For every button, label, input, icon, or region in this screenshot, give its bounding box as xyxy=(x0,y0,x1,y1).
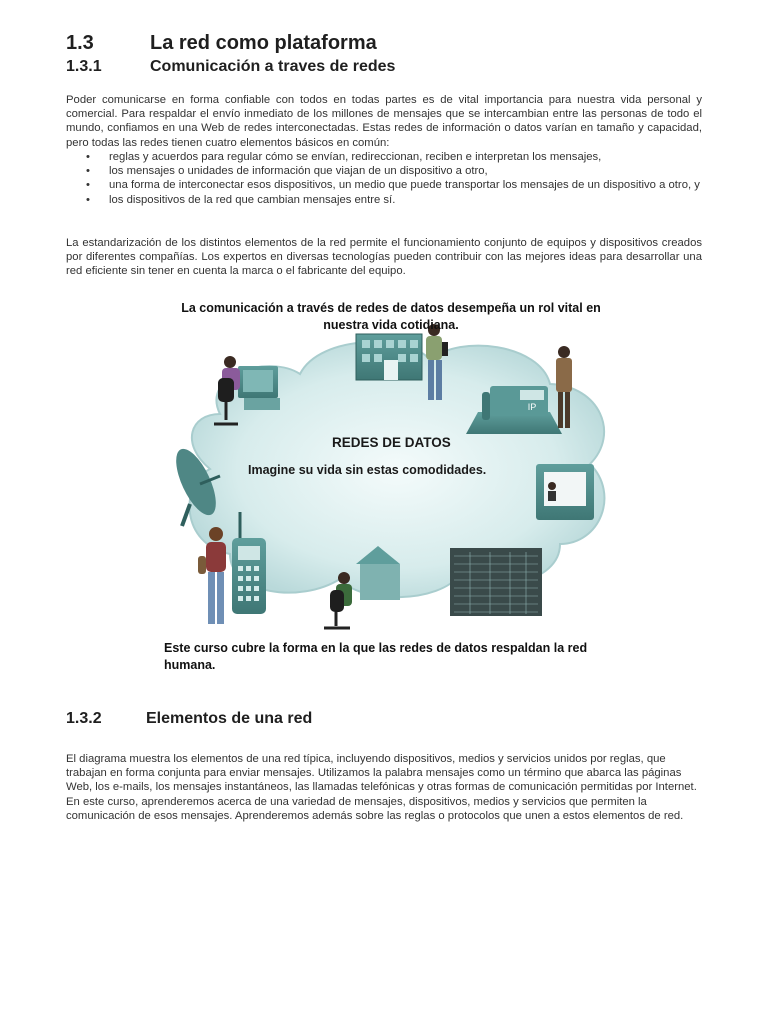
section-heading xyxy=(66,32,377,55)
video-monitor-icon xyxy=(536,464,594,520)
figure-caption: Este curso cubre la forma en la que las redes de datos respaldan la red humana. xyxy=(164,641,588,672)
data-screen-icon xyxy=(450,548,542,616)
network-figure xyxy=(160,294,620,680)
svg-text:IP: IP xyxy=(527,402,537,412)
list-item: • reglas y acuerdos para regular cómo se envían, redireccionan, reciben e interpretan los mensajes, xyxy=(66,150,702,164)
subsection-heading-1 xyxy=(66,58,395,76)
list-item: • una forma de interconectar esos dispositivos, un medio que puede transportar los mensajes de un dispositivo a otro, y xyxy=(66,178,702,192)
figure-title: La comunicación a través de redes de datos desempeña un rol vital en nuestra vida cotidiana. xyxy=(181,301,601,332)
list-item: • los mensajes o unidades de información que viajan de un dispositivo a otro, xyxy=(66,164,702,178)
subsection-heading-2 xyxy=(66,710,312,728)
network-illustration xyxy=(160,294,620,680)
figure-center-subtitle: Imagine su vida sin estas comodidades. xyxy=(248,463,487,477)
subsection-number-2: 1.3.2 xyxy=(66,710,102,727)
elements-paragraph: El diagrama muestra los elementos de una red típica, incluyendo dispositivos, medios y servicios unidos por reglas, que trabajan en forma conjunta para enviar mensajes. Utilizamos la palabra mensajes como un término que abarca las páginas Web, los e-mails, los mensajes instantáneos, las llamadas telefónicas y otras formas de comunicación permitidas por Internet. En este curso, aprenderemos acerca de una variedad de mensajes, dispositivos, medios y servicios que permiten la comunicación de esos mensajes. Aprenderemos además sobre las reglas o protocolos que unen a estos elementos de red. xyxy=(66,753,697,822)
subsection-number-1: 1.3.1 xyxy=(66,58,102,75)
subsection-title-2: Elementos de una red xyxy=(146,710,313,727)
section-title: La red como plataforma xyxy=(150,32,377,54)
elements-list xyxy=(66,150,702,207)
list-item: • los dispositivos de la red que cambian mensajes entre sí. xyxy=(66,193,702,207)
standardization-paragraph: La estandarización de los distintos elementos de la red permite el funcionamiento conjunto de equipos y dispositivos creados por diferentes compañías. Los expertos en diversas tecnologías pueden contribuir con las mejores ideas para desarrollar una red eficiente sin tener en cuenta la marca o el fabricante del equipo. xyxy=(66,237,702,278)
figure-center-label: REDES DE DATOS xyxy=(332,435,451,450)
section-number: 1.3 xyxy=(66,32,94,54)
intro-paragraph: Poder comunicarse en forma confiable con todos en todas partes es de vital importancia para nuestra vida personal y comercial. Para respaldar el envío inmediato de los millones de mensajes que se intercambian entre las personas de todo el mundo, confiamos en una Web de redes interconectadas. Estas redes de información o datos varían en tamaño y capacidad, pero todas las redes tienen cuatro elementos básicos en común: xyxy=(66,94,702,149)
subsection-title-1: Comunicación a traves de redes xyxy=(150,58,396,75)
building-icon xyxy=(356,334,422,380)
